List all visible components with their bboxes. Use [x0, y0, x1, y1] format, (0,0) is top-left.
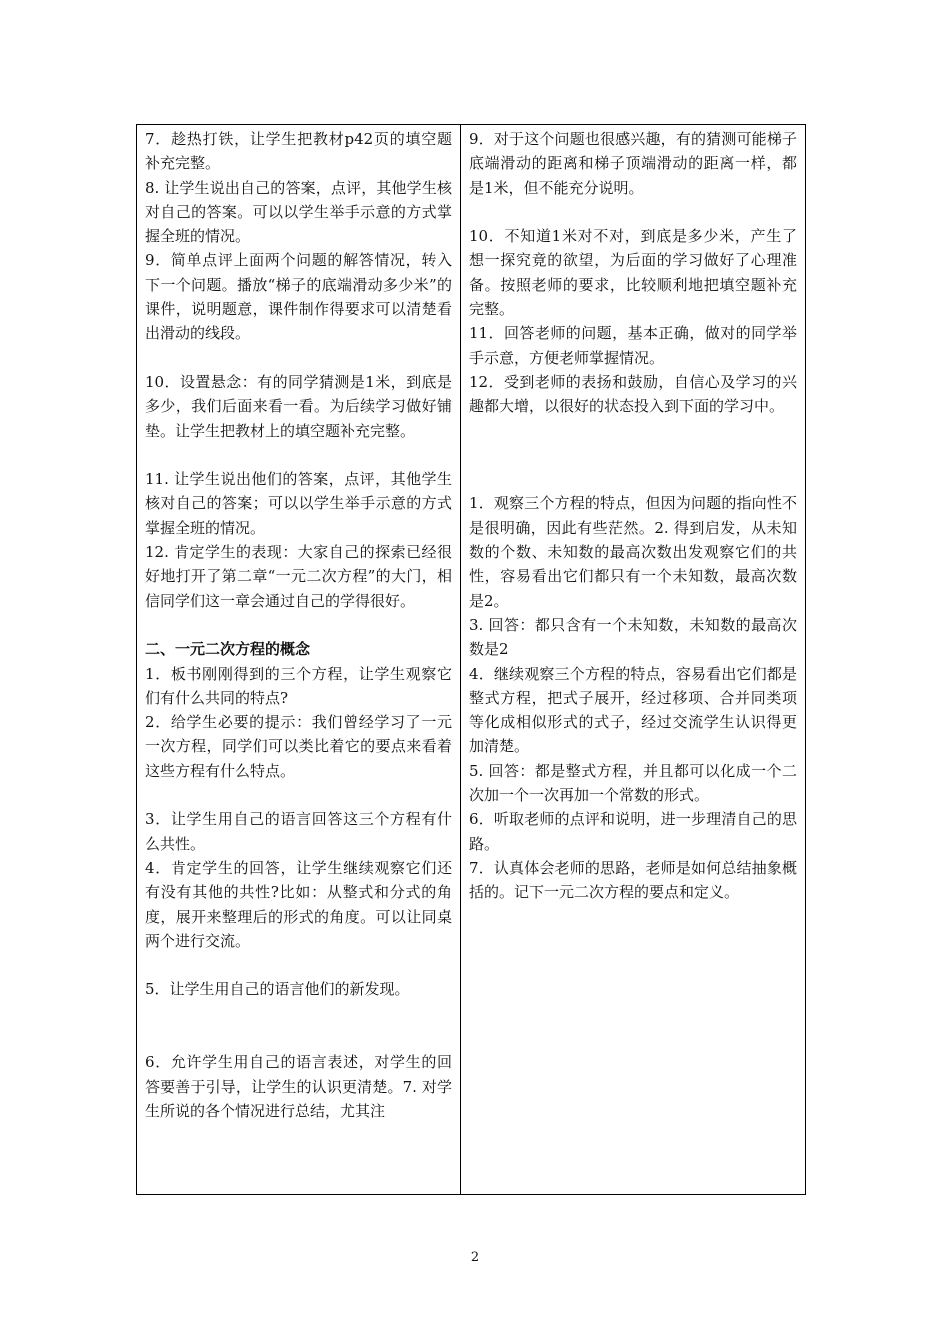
paragraph: 10．不知道1米对不对，到底是多少米，产生了想一探究竟的欲望，为后面的学习做好了心理准备。按照老师的要求，比较顺利地把填空题补充完整。: [469, 227, 797, 319]
paragraph: 3. 回答：都只含有一个未知数，未知数的最高次数是2: [469, 615, 797, 659]
student-activity-column: [461, 125, 805, 1194]
paragraph: 6．听取老师的点评和说明，进一步理清自己的思路。: [469, 810, 797, 853]
paragraph: 11．回答老师的问题，基本正确，做对的同学举手示意，方便老师掌握情况。: [469, 324, 797, 367]
teacher-activity-column: [137, 125, 461, 1194]
lesson-table: [136, 124, 806, 1195]
paragraph: 1．观察三个方程的特点，但因为问题的指向性不是很明确，因此有些茫然。2. 得到启发，从未知数的个数、未知数的最高次数出发观察它们的共性，容易看出它们都只有一个未知数，最高次数是2。: [469, 494, 797, 610]
paragraph: 9．对于这个问题也很感兴趣，有的猜测可能梯子底端滑动的距离和梯子顶端滑动的距离一样，都是1米，但不能充分说明。: [469, 130, 797, 197]
paragraph: 8. 让学生说出自己的答案，点评，其他学生核对自己的答案。可以以学生举手示意的方式掌握全班的情况。: [145, 178, 452, 246]
paragraph: 1．板书刚刚得到的三个方程，让学生观察它们有什么共同的特点?: [145, 664, 452, 707]
paragraph: 7．趁热打铁，让学生把教材p42页的填空题补充完整。: [145, 130, 452, 173]
paragraph: 4．肯定学生的回答，让学生继续观察它们还有没有其他的共性?比如：从整式和分式的角度，展开来整理后的形式的角度。可以让同桌两个进行交流。: [145, 858, 452, 950]
paragraph: 12. 肯定学生的表现：大家自己的探索已经很好地打开了第二章“一元二次方程”的大门，相信同学们这一章会通过自己的学得很好。: [145, 543, 452, 610]
paragraph: 7．认真体会老师的思路，老师是如何总结抽象概括的。记下一元二次方程的要点和定义。: [469, 858, 797, 902]
paragraph: 9．简单点评上面两个问题的解答情况，转入下一个问题。播放“梯子的底端滑动多少米”的课件，说明题意，课件制作得要求可以清楚看出滑动的线段。: [145, 251, 452, 343]
paragraph: 12．受到老师的表扬和鼓励，自信心及学习的兴趣都大增，以很好的状态投入到下面的学习中。: [469, 372, 797, 416]
paragraph: 2．给学生必要的提示：我们曾经学习了一元一次方程，同学们可以类比着它的要点来看着这些方程有什么特点。: [145, 713, 452, 780]
paragraph: 5．让学生用自己的语言他们的新发现。: [145, 980, 410, 999]
paragraph: 3．让学生用自己的语言回答这三个方程有什么共性。: [145, 810, 452, 853]
paragraph: 6．允许学生用自己的语言表述，对学生的回答要善于引导，让学生的认识更清楚。7. 对学生所说的各个情况进行总结，尤其注: [145, 1053, 452, 1120]
section-heading: 二、一元二次方程的概念: [145, 640, 311, 659]
page-number: 2: [470, 1250, 480, 1265]
paragraph: 4．继续观察三个方程的特点，容易看出它们都是整式方程，把式子展开，经过移项、合并同类项等化成相似形式的式子，经过交流学生认识得更加清楚。: [469, 664, 797, 756]
paragraph: 11. 让学生说出他们的答案，点评，其他学生核对自己的答案；可以以学生举手示意的方式掌握全班的情况。: [145, 470, 452, 537]
paragraph: 10．设置悬念：有的同学猜测是1米，到底是多少，我们后面来看一看。为后续学习做好铺垫。让学生把教材上的填空题补充完整。: [145, 372, 452, 440]
paragraph: 5. 回答：都是整式方程，并且都可以化成一个二次加一个一次再加一个常数的形式。: [469, 761, 797, 805]
